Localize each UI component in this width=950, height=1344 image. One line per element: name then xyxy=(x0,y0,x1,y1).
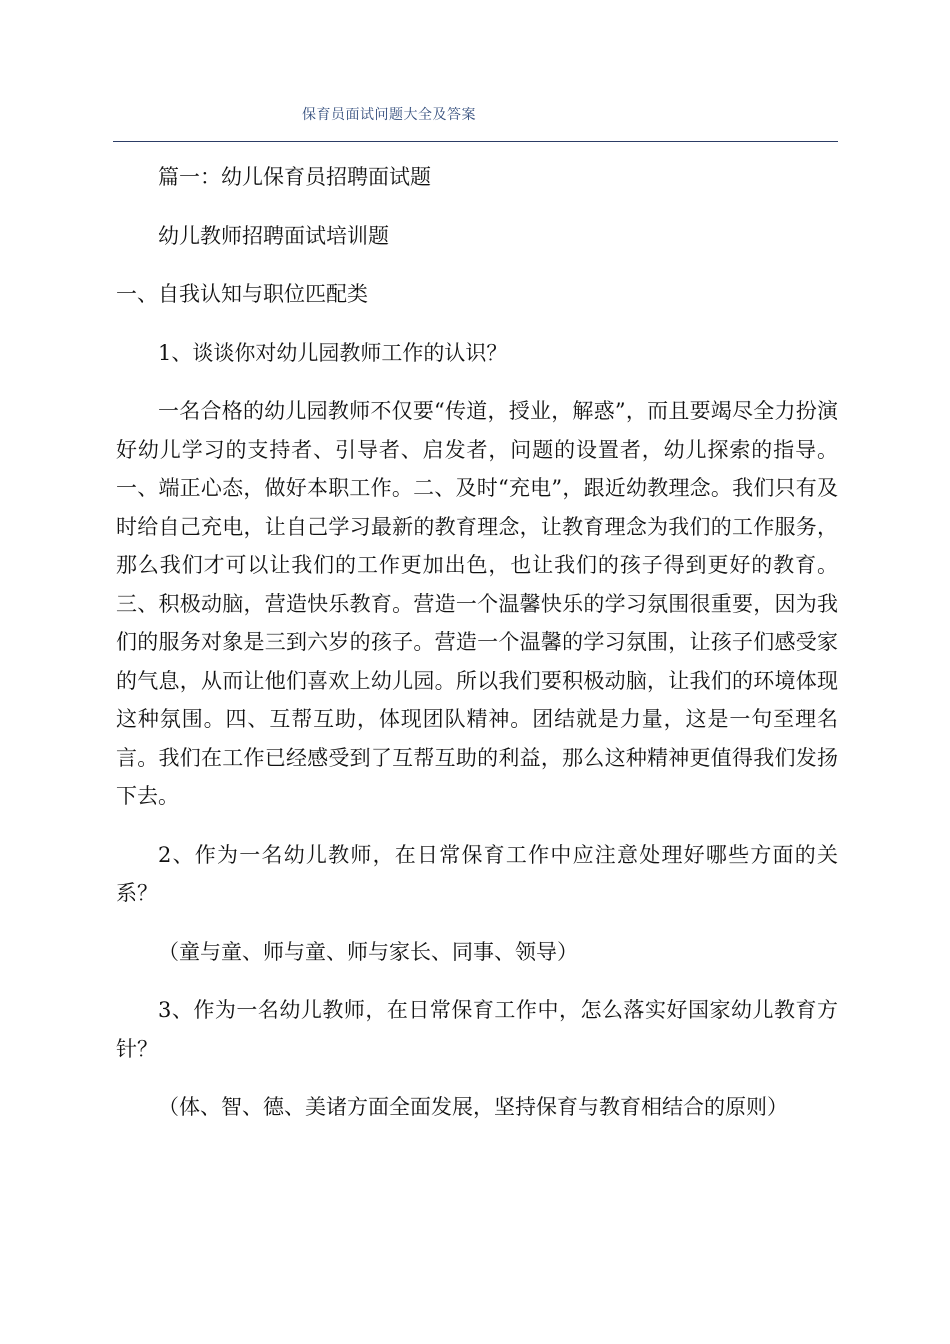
question-3: 3、作为一名幼儿教师，在日常保育工作中，怎么落实好国家幼儿教育方针？ xyxy=(116,998,838,1061)
category-heading: 一、自我认知与职位匹配类 xyxy=(116,282,368,306)
question-1: 1、谈谈你对幼儿园教师工作的认识？ xyxy=(158,340,508,365)
header-divider xyxy=(113,141,838,142)
answer-3: （体、智、德、美诸方面全面发展，坚持保育与教育相结合的原则） xyxy=(158,1095,788,1119)
answer-1: 一名合格的幼儿园教师不仅要“传道，授业，解惑”，而且要竭尽全力扮演好幼儿学习的支持者、引导者、启发者，问题的设置者，幼儿探索的指导。一、端正心态，做好本职工作。二、及时“充电”，跟近幼教理念。我们只有及时给自己充电，让自己学习最新的教育理念，让教育理念为我们的工作服务，那么我们才可以让我们的工作更加出色，也让我们的孩子得到更好的教育。三、积极动脑，营造快乐教育。营造一个温馨快乐的学习氛围很重要，因为我们的服务对象是三到六岁的孩子。营造一个温馨的学习氛围，让孩子们感受家的气息，从而让他们喜欢上幼儿园。所以我们要积极动脑，让我们的环境体现这种氛围。四、互帮互助，体现团队精神。团结就是力量，这是一句至理名言。我们在工作已经感受到了互帮互助的利益，那么这种精神更值得我们发扬下去。 xyxy=(116,399,838,808)
section-title: 篇一：幼儿保育员招聘面试题 xyxy=(158,165,431,189)
document-body xyxy=(116,158,838,1127)
answer-2: （童与童、师与童、师与家长、同事、领导） xyxy=(158,939,578,964)
running-header: 保育员面试问题大全及答案 xyxy=(302,107,476,123)
sub-title: 幼儿教师招聘面试培训题 xyxy=(158,223,389,248)
question-2: 2、作为一名幼儿教师，在日常保育工作中应注意处理好哪些方面的关系？ xyxy=(116,842,838,905)
